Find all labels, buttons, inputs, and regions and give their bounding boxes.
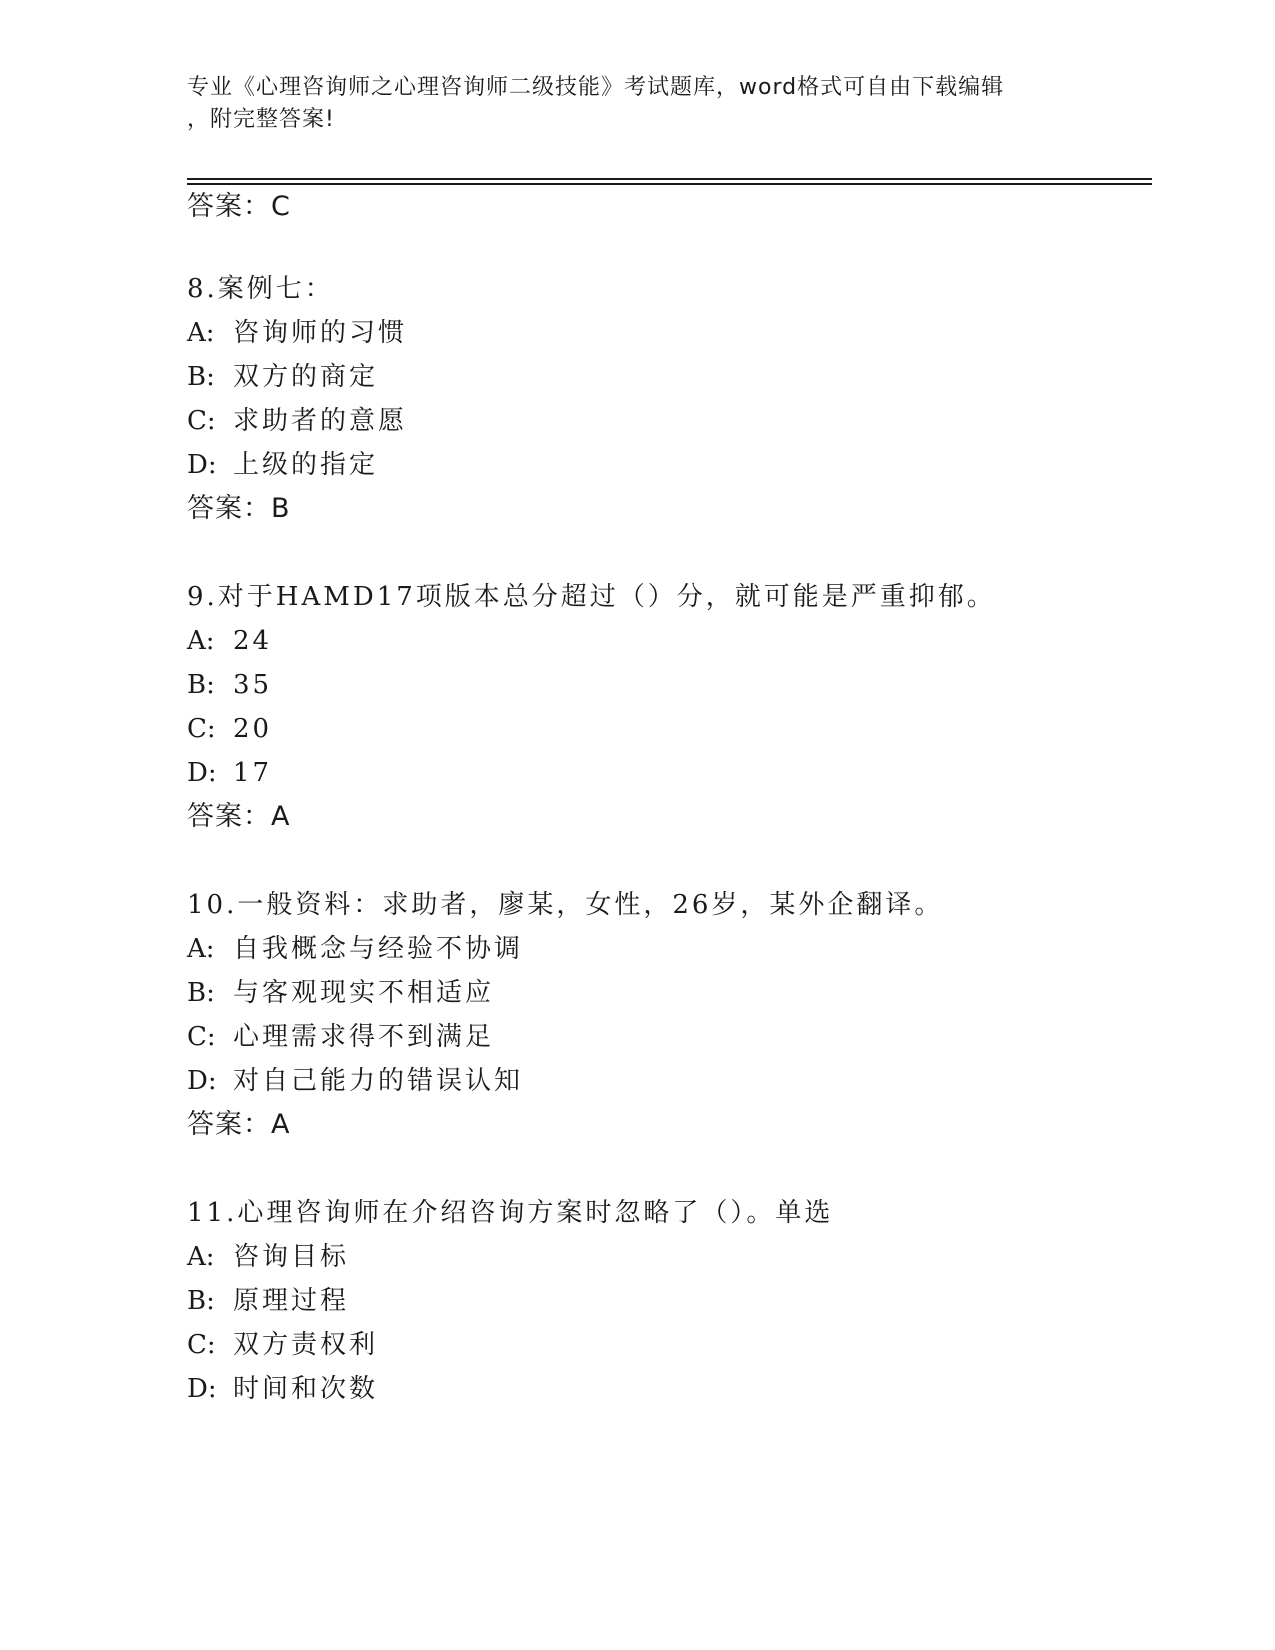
document-header <box>187 72 1087 136</box>
option-letter: C: <box>187 714 216 744</box>
question-9-option-a <box>187 624 272 658</box>
question-10-answer: 答案：A <box>187 1109 291 1140</box>
header-line-2: ，附完整答案! <box>187 107 335 132</box>
option-text: 原理过程 <box>233 1286 350 1316</box>
option-text: 20 <box>233 714 273 744</box>
option-text: 心理需求得不到满足 <box>233 1022 495 1052</box>
option-letter: C: <box>187 1022 216 1052</box>
question-10-option-c <box>187 1020 494 1054</box>
question-11-option-b <box>187 1284 349 1318</box>
answer-previous: 答案：C <box>187 191 291 222</box>
question-9-option-d <box>187 756 272 790</box>
question-8-option-a <box>187 316 407 350</box>
question-8-option-c <box>187 404 407 438</box>
option-letter: B: <box>187 1286 215 1316</box>
question-9-option-b <box>187 668 272 702</box>
option-text: 24 <box>233 626 273 656</box>
option-letter: D: <box>187 1374 217 1404</box>
question-9-stem: 9.对于HAMD17项版本总分超过（）分，就可能是严重抑郁。 <box>187 582 996 612</box>
option-text: 17 <box>233 758 273 788</box>
option-text: 时间和次数 <box>233 1374 379 1404</box>
option-text: 上级的指定 <box>233 450 379 480</box>
option-letter: A: <box>187 318 215 348</box>
question-10-option-a <box>187 932 523 966</box>
option-text: 双方的商定 <box>233 362 379 392</box>
question-8-answer: 答案：B <box>187 493 291 524</box>
header-divider-bottom <box>187 183 1152 185</box>
option-letter: A: <box>187 626 215 656</box>
option-letter: B: <box>187 670 215 700</box>
option-text: 双方责权利 <box>233 1330 379 1360</box>
option-text: 求助者的意愿 <box>233 406 408 436</box>
option-text: 咨询目标 <box>233 1242 350 1272</box>
question-10-option-d <box>187 1064 523 1098</box>
option-letter: D: <box>187 1066 217 1096</box>
option-text: 与客观现实不相适应 <box>233 978 495 1008</box>
option-letter: C: <box>187 406 216 436</box>
question-8-option-d <box>187 448 378 482</box>
question-9-answer: 答案：A <box>187 801 291 832</box>
option-letter: B: <box>187 362 215 392</box>
question-10-option-b <box>187 976 494 1010</box>
header-divider-top <box>187 178 1152 180</box>
option-letter: D: <box>187 450 217 480</box>
question-10-stem: 10.一般资料：求助者，廖某，女性，26岁，某外企翻译。 <box>187 890 944 920</box>
question-8-stem: 8.案例七： <box>187 274 334 304</box>
option-letter: A: <box>187 1242 215 1272</box>
option-text: 自我概念与经验不协调 <box>233 934 524 964</box>
question-11-stem: 11.心理咨询师在介绍咨询方案时忽略了（）。单选 <box>187 1198 834 1228</box>
header-line-1: 专业《心理咨询师之心理咨询师二级技能》考试题库，word格式可自由下载编辑 <box>187 75 1005 100</box>
question-9-option-c <box>187 712 272 746</box>
question-8-option-b <box>187 360 378 394</box>
option-text: 对自己能力的错误认知 <box>233 1066 524 1096</box>
question-11-option-c <box>187 1328 378 1362</box>
question-11-option-a <box>187 1240 349 1274</box>
option-text: 35 <box>233 670 273 700</box>
question-11-option-d <box>187 1372 378 1406</box>
option-letter: D: <box>187 758 217 788</box>
option-letter: C: <box>187 1330 216 1360</box>
option-letter: B: <box>187 978 215 1008</box>
option-letter: A: <box>187 934 215 964</box>
option-text: 咨询师的习惯 <box>233 318 408 348</box>
